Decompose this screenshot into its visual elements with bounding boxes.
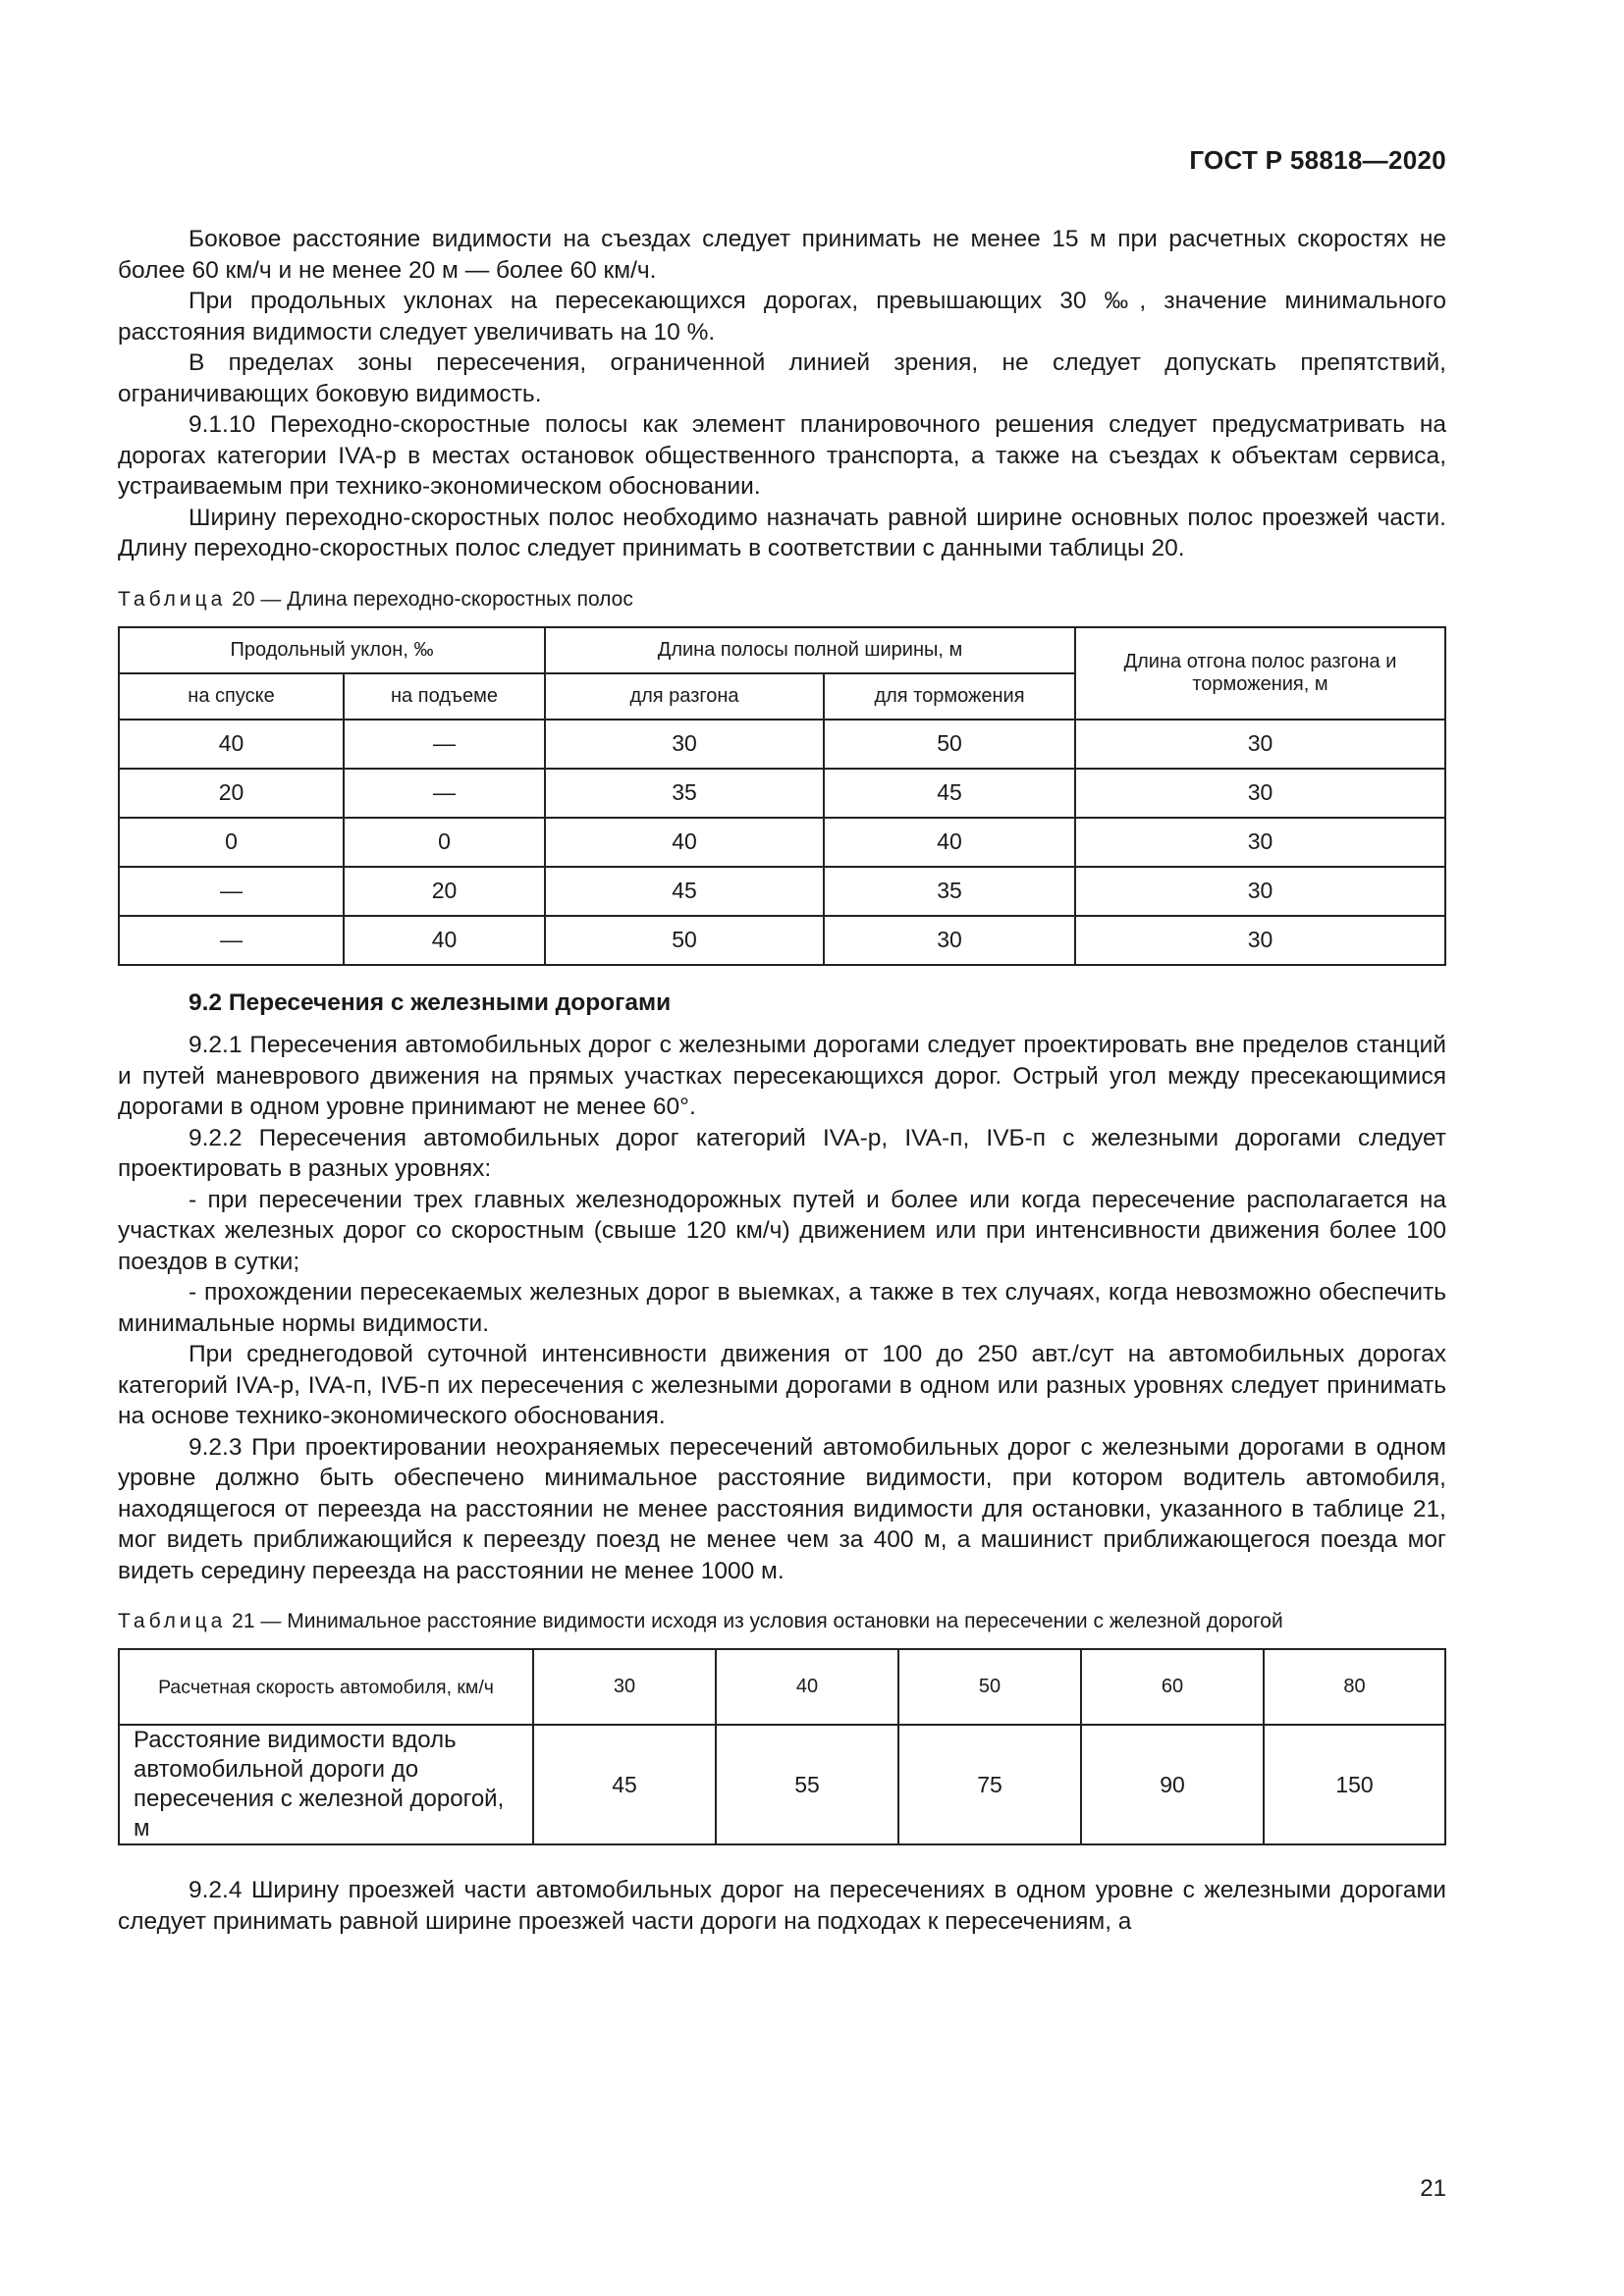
paragraph: При среднегодовой суточной интенсивности движения от 100 до 250 авт./сут на автомобильных дорогах категорий IVA-р, IVA-п, IVБ-п их пересечения с железными дорогами в одном или разных уровнях следует принимать на основе технико-экономического обоснования.: [118, 1341, 1446, 1429]
document-header: ГОСТ Р 58818—2020: [1189, 145, 1446, 175]
caption-label: Таблица: [118, 587, 227, 611]
table-cell: —: [344, 769, 545, 818]
list-item: - прохождении пересекаемых железных дорог в выемках, а также в тех случаях, когда невозможно обеспечить минимальные нормы видимости.: [118, 1279, 1446, 1337]
table-cell: 45: [824, 769, 1075, 818]
paragraph: Ширину переходно-скоростных полос необходимо назначать равной ширине основных полос проезжей части. Длину переходно-скоростных полос следует принимать в соответствии с данными таблицы 20.: [118, 504, 1446, 561]
section-heading: 9.2 Пересечения с железными дорогами: [189, 988, 672, 1016]
paragraph: 9.2.2 Пересечения автомобильных дорог категорий IVA-р, IVA-п, IVБ-п с железными дорогами следует проектировать в разных уровнях:: [118, 1124, 1446, 1182]
paragraph: 9.2.3 При проектировании неохраняемых пересечений автомобильных дорог с железными дорогами в одном уровне должно быть обеспечено минимальное расстояние видимости, при котором водитель автомобиля, находящегося от переезда на расстоянии не менее расстояния видимости для остановки, указанного в таблице 21, мог видеть приближающийся к переезду поезд не менее чем за 400 м, а машинист приближающегося поезда мог видеть середину переезда на расстоянии не менее 1000 м.: [118, 1433, 1446, 1584]
table-cell: 40: [545, 818, 824, 867]
table-cell: 150: [1264, 1725, 1445, 1844]
table-cell: 30: [1075, 720, 1445, 769]
table-row: [119, 769, 1445, 818]
table-cell: 90: [1081, 1725, 1264, 1844]
table-20: [118, 626, 1446, 966]
table-cell: —: [344, 720, 545, 769]
header-braking: для торможения: [824, 673, 1075, 720]
row-label-speed: Расчетная скорость автомобиля, км/ч: [119, 1649, 533, 1725]
table-cell: 30: [1075, 916, 1445, 965]
table-cell: 45: [545, 867, 824, 916]
table-cell: 35: [824, 867, 1075, 916]
caption-label: Таблица: [118, 1610, 227, 1632]
table-cell: 40: [344, 916, 545, 965]
header-uphill: на подъеме: [344, 673, 545, 720]
table-cell: 40: [716, 1649, 898, 1725]
table-cell: 20: [344, 867, 545, 916]
caption-text: 20 — Длина переходно-скоростных полос: [226, 587, 633, 611]
table-cell: 30: [533, 1649, 716, 1725]
table-cell: 30: [545, 720, 824, 769]
table-row: [119, 1725, 1445, 1844]
table-cell: 50: [545, 916, 824, 965]
table-cell: —: [119, 867, 344, 916]
table-cell: 40: [119, 720, 344, 769]
table-row: [119, 818, 1445, 867]
table-row: [119, 916, 1445, 965]
table-cell: 50: [824, 720, 1075, 769]
header-slope: Продольный уклон, ‰: [119, 627, 545, 673]
row-label-distance: Расстояние видимости вдоль автомобильной дороги до пересечения с железной дорогой, м: [119, 1725, 533, 1844]
paragraph: 9.2.1 Пересечения автомобильных дорог с железными дорогами следует проектировать вне пределов станций и путей маневрового движения на прямых участках пересекающихся дорог. Острый угол между пресекающимися дорогами в одном уровне принимают не менее 60°.: [118, 1032, 1446, 1120]
table-cell: 30: [1075, 867, 1445, 916]
table-row: [119, 1649, 1445, 1725]
table-cell: 45: [533, 1725, 716, 1844]
table-cell: 40: [824, 818, 1075, 867]
table-21: [118, 1648, 1446, 1845]
paragraph: При продольных уклонах на пересекающихся дорогах, превышающих 30 ‰, значение минимального расстояния видимости следует увеличивать на 10 %.: [118, 288, 1446, 346]
paragraph: 9.1.10 Переходно-скоростные полосы как элемент планировочного решения следует предусматривать на дорогах категории IVA-р в местах остановок общественного транспорта, а также на съездах к объектам сервиса, устраиваемым при технико-экономическом обосновании.: [118, 411, 1446, 500]
table-20-caption: [118, 586, 1446, 613]
header-acceleration: для разгона: [545, 673, 824, 720]
table-cell: 50: [898, 1649, 1081, 1725]
page-content: [118, 224, 1446, 1937]
table-cell: 60: [1081, 1649, 1264, 1725]
paragraph: Боковое расстояние видимости на съездах следует принимать не менее 15 м при расчетных скоростях не более 60 км/ч и не менее 20 м — более 60 км/ч.: [118, 226, 1446, 284]
table-row: [119, 720, 1445, 769]
table-cell: 30: [1075, 818, 1445, 867]
table-cell: 30: [824, 916, 1075, 965]
table-cell: 80: [1264, 1649, 1445, 1725]
page-number: 21: [1420, 2175, 1446, 2202]
header-taper-length: Длина отгона полос разгона и торможения, м: [1075, 627, 1445, 720]
table-cell: 0: [119, 818, 344, 867]
table-cell: 20: [119, 769, 344, 818]
table-21-caption: [118, 1608, 1446, 1634]
table-row: [119, 867, 1445, 916]
caption-text: 21 — Минимальное расстояние видимости исходя из условия остановки на пересечении с железной дорогой: [226, 1610, 1283, 1632]
table-cell: 30: [1075, 769, 1445, 818]
table-cell: —: [119, 916, 344, 965]
table-cell: 55: [716, 1725, 898, 1844]
list-item: - при пересечении трех главных железнодорожных путей и более или когда пересечение располагается на участках железных дорог со скоростным (свыше 120 км/ч) движением или при интенсивности движения более 100 поездов в сутки;: [118, 1186, 1446, 1275]
header-downhill: на спуске: [119, 673, 344, 720]
table-cell: 75: [898, 1725, 1081, 1844]
table-cell: 0: [344, 818, 545, 867]
paragraph: В пределах зоны пересечения, ограниченной линией зрения, не следует допускать препятствий, ограничивающих боковую видимость.: [118, 349, 1446, 407]
paragraph: 9.2.4 Ширину проезжей части автомобильных дорог на пересечениях в одном уровне с железными дорогами следует принимать равной ширине проезжей части дороги на подходах к пересечениям, а: [118, 1877, 1446, 1935]
table-cell: 35: [545, 769, 824, 818]
header-full-width-length: Длина полосы полной ширины, м: [545, 627, 1075, 673]
